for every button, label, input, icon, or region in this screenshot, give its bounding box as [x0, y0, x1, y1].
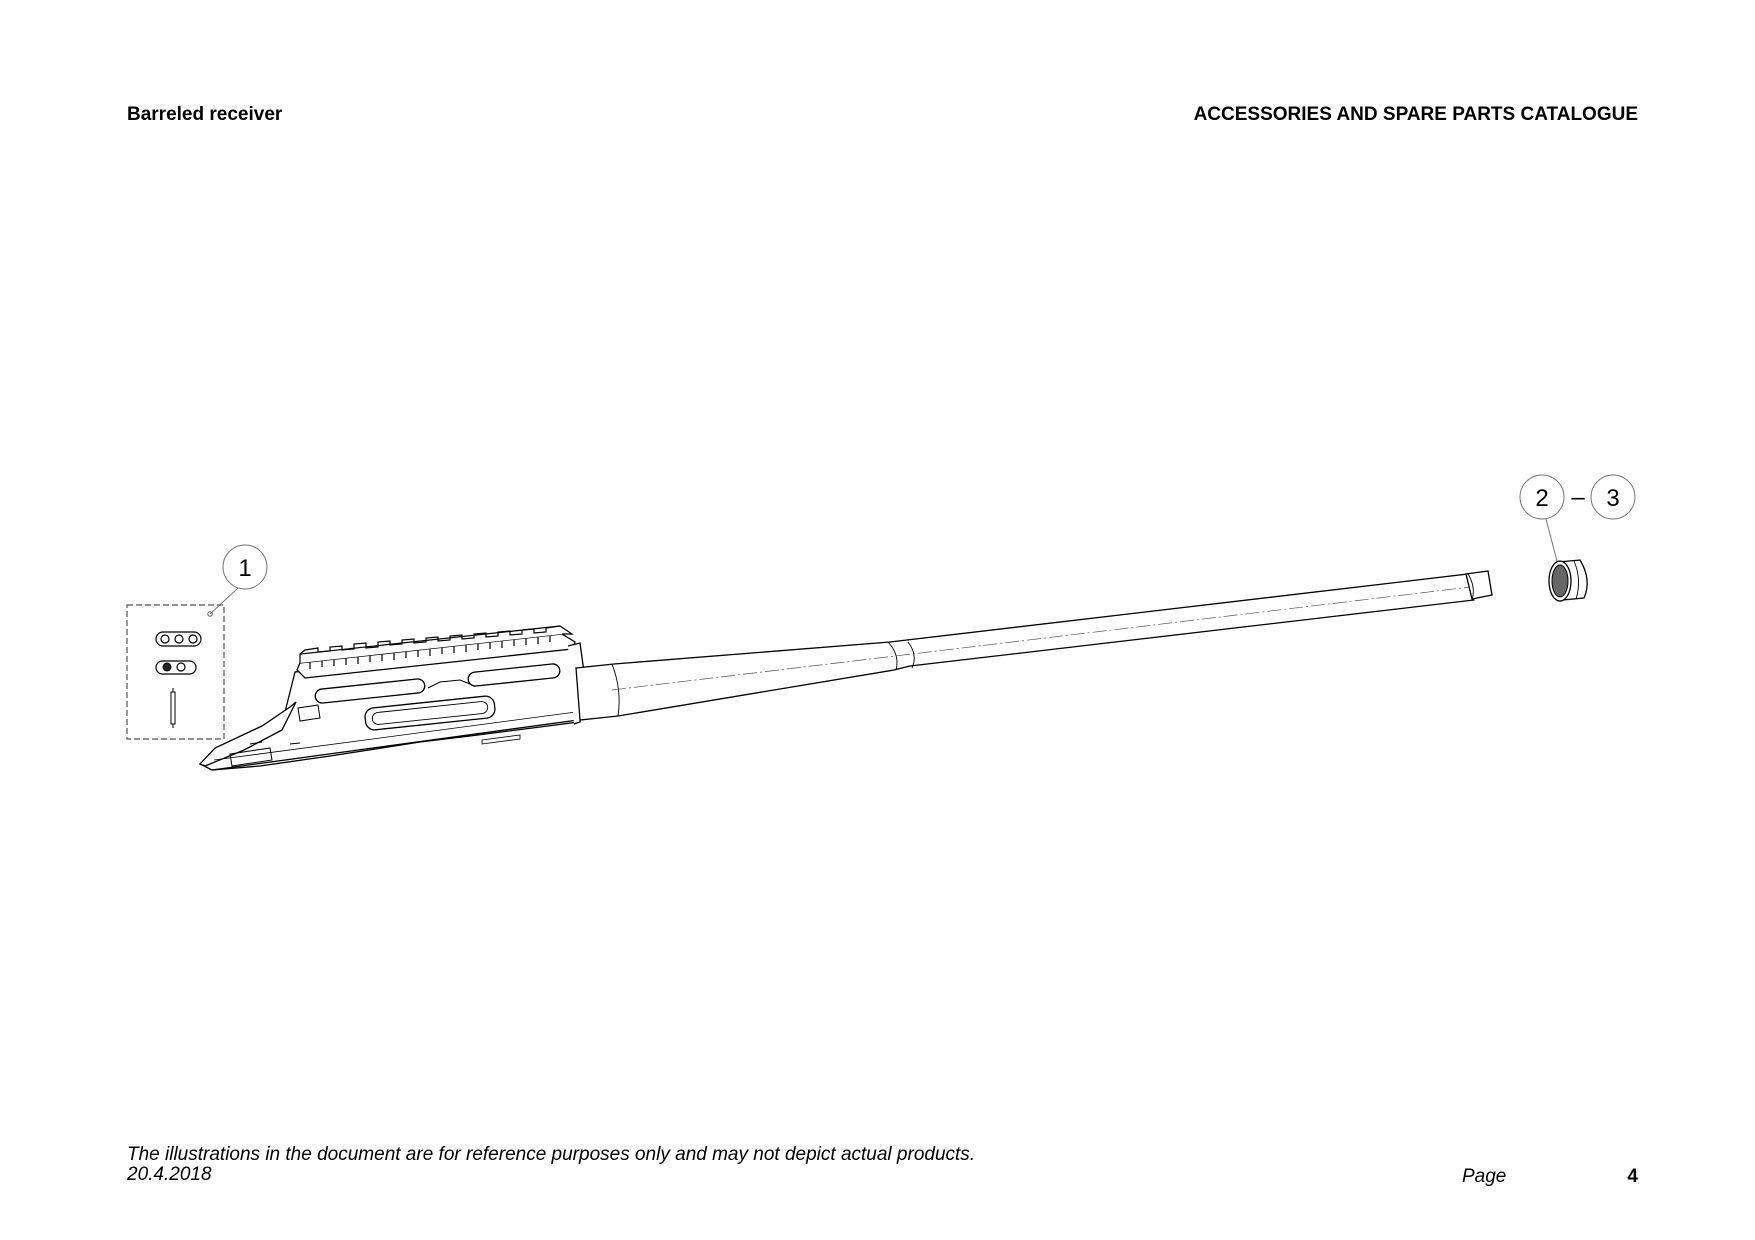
catalogue-title: ACCESSORIES AND SPARE PARTS CATALOGUE — [1193, 104, 1638, 125]
small-parts-kit — [127, 605, 224, 739]
callout-separator: – — [1571, 484, 1585, 511]
thread-protector — [1549, 560, 1587, 601]
footer-page-number: 4 — [1627, 1166, 1638, 1187]
callout-1-label: 1 — [238, 555, 252, 582]
footer-date: 20.4.2018 — [127, 1164, 212, 1185]
callout-2-label: 2 — [1535, 485, 1549, 512]
section-title: Barreled receiver — [127, 104, 283, 125]
callout-1 — [208, 545, 267, 616]
callout-3-label: 3 — [1606, 485, 1620, 512]
receiver — [200, 626, 586, 770]
callout-2-3 — [1520, 475, 1635, 565]
footer-disclaimer: The illustrations in the document are for reference purposes only and may not depict actual products. — [127, 1144, 976, 1165]
footer-page-label: Page — [1462, 1166, 1507, 1187]
barrel — [576, 571, 1492, 720]
